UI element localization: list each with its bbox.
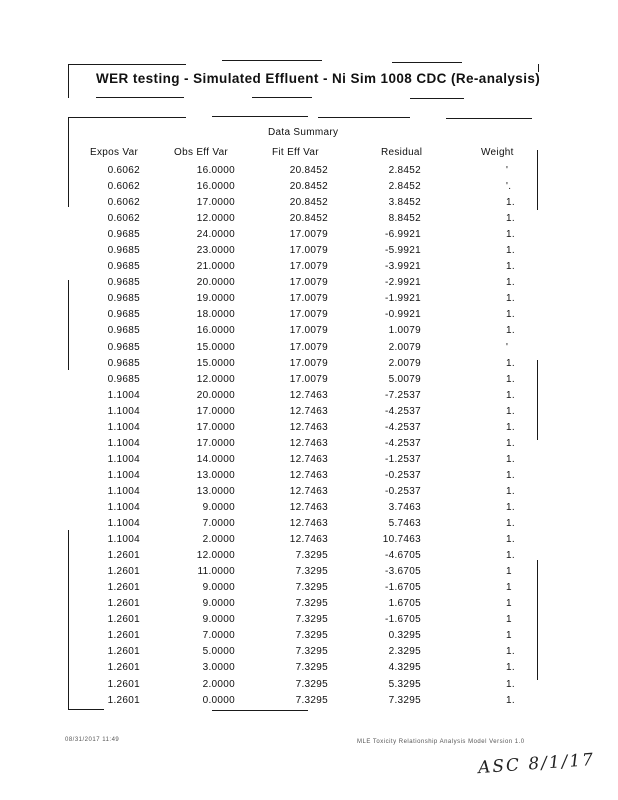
footer-timestamp: 08/31/2017 11:49 [65, 737, 120, 743]
residual-cell: 8.8452 [388, 213, 421, 225]
table-row [0, 261, 618, 277]
expos-var-cell: 1.2601 [107, 646, 140, 658]
weight-cell: 1 [506, 598, 512, 610]
column-header-obs-eff-var: Obs Eff Var [174, 147, 229, 158]
obs-eff-var-cell: 23.0000 [196, 245, 235, 257]
obs-eff-var-cell: 24.0000 [196, 229, 235, 241]
expos-var-cell: 1.2601 [107, 550, 140, 562]
residual-cell: -0.2537 [384, 485, 421, 497]
expos-var-cell: 1.2601 [107, 582, 140, 594]
obs-eff-var-cell: 12.0000 [196, 213, 235, 225]
table-row [0, 502, 618, 518]
expos-var-cell: 1.1004 [107, 437, 140, 449]
table-row [0, 181, 618, 197]
weight-cell: 1. [506, 309, 515, 321]
expos-var-cell: 1.2601 [107, 630, 140, 642]
residual-cell: -4.2537 [384, 437, 421, 449]
weight-cell: 1. [506, 389, 515, 401]
obs-eff-var-cell: 9.0000 [202, 582, 235, 594]
obs-eff-var-cell: 14.0000 [196, 453, 235, 465]
obs-eff-var-cell: 2.0000 [202, 534, 235, 546]
weight-cell: 1. [506, 197, 515, 209]
fit-eff-var-cell: 7.3295 [295, 678, 328, 690]
residual-cell: 2.8452 [388, 165, 421, 176]
expos-var-cell: 0.9685 [107, 261, 140, 273]
expos-var-cell: 0.6062 [107, 213, 140, 225]
obs-eff-var-cell: 2.0000 [202, 678, 235, 690]
obs-eff-var-cell: 7.0000 [202, 518, 235, 530]
table-top-rule-left [68, 117, 186, 118]
residual-cell: -4.6705 [384, 550, 421, 562]
table-row [0, 309, 618, 325]
obs-eff-var-cell: 5.0000 [202, 646, 235, 658]
weight-cell: 1. [506, 245, 515, 257]
residual-cell: -4.2537 [384, 405, 421, 417]
residual-cell: 3.8452 [388, 197, 421, 209]
table-row [0, 486, 618, 502]
title-top-rule-right [392, 62, 462, 63]
title-top-rule-mid [222, 60, 322, 61]
fit-eff-var-cell: 12.7463 [289, 501, 328, 513]
residual-cell: -1.6705 [384, 614, 421, 626]
obs-eff-var-cell: 16.0000 [196, 165, 235, 176]
column-header-expos-var: Expos Var [90, 147, 139, 158]
expos-var-cell: 0.9685 [107, 325, 140, 337]
page-title: WER testing - Simulated Effluent - Ni Sim 1008 CDC (Re-analysis) [96, 71, 541, 86]
fit-eff-var-cell: 17.0079 [289, 293, 328, 305]
table-row [0, 293, 618, 309]
fit-eff-var-cell: 12.7463 [289, 534, 328, 546]
obs-eff-var-cell: 12.0000 [196, 373, 235, 385]
expos-var-cell: 1.1004 [107, 501, 140, 513]
title-bottom-rule-right [410, 98, 464, 99]
obs-eff-var-cell: 20.0000 [196, 277, 235, 289]
table-row [0, 342, 618, 358]
table-row [0, 277, 618, 293]
fit-eff-var-cell: 7.3295 [295, 630, 328, 642]
weight-cell: 1. [506, 421, 515, 433]
weight-cell: 1 [506, 630, 512, 642]
title-bottom-rule-mid [252, 97, 312, 98]
obs-eff-var-cell: 17.0000 [196, 437, 235, 449]
table-row [0, 165, 618, 181]
weight-cell: 1. [506, 501, 515, 513]
table-top-rule-mid [212, 116, 308, 117]
table-row [0, 454, 618, 470]
expos-var-cell: 0.9685 [107, 277, 140, 289]
residual-cell: -3.9921 [384, 261, 421, 273]
obs-eff-var-cell: 9.0000 [202, 614, 235, 626]
fit-eff-var-cell: 20.8452 [289, 165, 328, 176]
table-row [0, 229, 618, 245]
weight-cell: 1. [506, 550, 515, 562]
residual-cell: 2.8452 [388, 181, 421, 193]
table-row [0, 646, 618, 662]
residual-cell: -3.6705 [384, 566, 421, 578]
weight-cell: 1. [506, 485, 515, 497]
weight-cell: 1. [506, 357, 515, 369]
title-top-rule-left [68, 64, 186, 65]
obs-eff-var-cell: 16.0000 [196, 325, 235, 337]
table-row [0, 197, 618, 213]
weight-cell: 1. [506, 518, 515, 530]
obs-eff-var-cell: 15.0000 [196, 357, 235, 369]
weight-cell: 1. [506, 229, 515, 241]
residual-cell: 10.7463 [382, 534, 421, 546]
residual-cell: -7.2537 [384, 389, 421, 401]
table-row [0, 566, 618, 582]
obs-eff-var-cell: 12.0000 [196, 550, 235, 562]
fit-eff-var-cell: 12.7463 [289, 389, 328, 401]
fit-eff-var-cell: 12.7463 [289, 437, 328, 449]
fit-eff-var-cell: 7.3295 [295, 598, 328, 610]
expos-var-cell: 1.1004 [107, 405, 140, 417]
weight-cell: 1 [506, 566, 512, 578]
table-row [0, 438, 618, 454]
weight-cell: 1. [506, 678, 515, 690]
expos-var-cell: 1.1004 [107, 421, 140, 433]
weight-cell: 1. [506, 646, 515, 658]
residual-cell: -0.2537 [384, 469, 421, 481]
obs-eff-var-cell: 17.0000 [196, 197, 235, 209]
obs-eff-var-cell: 9.0000 [202, 501, 235, 513]
table-row [0, 662, 618, 678]
obs-eff-var-cell: 16.0000 [196, 181, 235, 193]
fit-eff-var-cell: 12.7463 [289, 421, 328, 433]
residual-cell: 5.3295 [388, 678, 421, 690]
fit-eff-var-cell: 12.7463 [289, 469, 328, 481]
residual-cell: 2.3295 [388, 646, 421, 658]
residual-cell: -1.9921 [384, 293, 421, 305]
fit-eff-var-cell: 17.0079 [289, 245, 328, 257]
fit-eff-var-cell: 12.7463 [289, 485, 328, 497]
expos-var-cell: 1.2601 [107, 678, 140, 690]
residual-cell: 2.0079 [388, 341, 421, 353]
weight-cell: 1. [506, 325, 515, 337]
table-row [0, 598, 618, 614]
expos-var-cell: 0.6062 [107, 165, 140, 176]
obs-eff-var-cell: 11.0000 [197, 566, 235, 578]
data-summary-table [0, 165, 618, 711]
weight-cell: 1. [506, 437, 515, 449]
weight-cell: ' [506, 341, 509, 353]
fit-eff-var-cell: 20.8452 [289, 197, 328, 209]
column-header-residual: Residual [381, 147, 423, 158]
expos-var-cell: 1.1004 [107, 534, 140, 546]
obs-eff-var-cell: 15.0000 [196, 341, 235, 353]
table-row [0, 325, 618, 341]
table-row [0, 390, 618, 406]
table-row [0, 614, 618, 630]
expos-var-cell: 1.2601 [107, 662, 140, 674]
column-header-weight: Weight [481, 147, 514, 158]
residual-cell: 5.0079 [388, 373, 421, 385]
fit-eff-var-cell: 7.3295 [295, 614, 328, 626]
weight-cell: 1. [506, 534, 515, 546]
fit-eff-var-cell: 17.0079 [289, 373, 328, 385]
residual-cell: -0.9921 [384, 309, 421, 321]
residual-cell: -5.9921 [384, 245, 421, 257]
table-top-rule-right [446, 118, 532, 119]
table-row [0, 518, 618, 534]
weight-cell: 1 [506, 582, 512, 594]
obs-eff-var-cell: 17.0000 [196, 405, 235, 417]
expos-var-cell: 0.9685 [107, 245, 140, 257]
obs-eff-var-cell: 21.0000 [196, 261, 235, 273]
residual-cell: 4.3295 [388, 662, 421, 674]
obs-eff-var-cell: 9.0000 [202, 598, 235, 610]
residual-cell: 1.6705 [388, 598, 421, 610]
table-row [0, 582, 618, 598]
expos-var-cell: 1.1004 [107, 453, 140, 465]
expos-var-cell: 0.9685 [107, 373, 140, 385]
expos-var-cell: 0.9685 [107, 309, 140, 321]
expos-var-cell: 1.1004 [107, 389, 140, 401]
weight-cell: 1 [506, 614, 512, 626]
weight-cell: 1. [506, 261, 515, 273]
table-row [0, 550, 618, 566]
fit-eff-var-cell: 17.0079 [289, 229, 328, 241]
residual-cell: -4.2537 [384, 421, 421, 433]
table-row [0, 406, 618, 422]
expos-var-cell: 0.6062 [107, 197, 140, 209]
fit-eff-var-cell: 20.8452 [289, 213, 328, 225]
expos-var-cell: 1.1004 [107, 485, 140, 497]
weight-cell: 1. [506, 213, 515, 225]
expos-var-cell: 0.6062 [107, 181, 140, 193]
residual-cell: 1.0079 [388, 325, 421, 337]
fit-eff-var-cell: 12.7463 [289, 405, 328, 417]
weight-cell: 1. [506, 662, 515, 674]
table-top-rule-midright [318, 117, 410, 118]
obs-eff-var-cell: 20.0000 [196, 389, 235, 401]
column-header-fit-eff-var: Fit Eff Var [272, 147, 319, 158]
fit-eff-var-cell: 17.0079 [289, 277, 328, 289]
expos-var-cell: 1.2601 [107, 614, 140, 626]
fit-eff-var-cell: 7.3295 [295, 582, 328, 594]
weight-cell: ' [506, 165, 509, 176]
weight-cell: '. [506, 181, 512, 193]
residual-cell: 3.7463 [388, 501, 421, 513]
weight-cell: 1. [506, 373, 515, 385]
table-row [0, 213, 618, 229]
expos-var-cell: 1.1004 [107, 518, 140, 530]
fit-eff-var-cell: 17.0079 [289, 261, 328, 273]
obs-eff-var-cell: 17.0000 [196, 421, 235, 433]
table-row [0, 245, 618, 261]
weight-cell: 1. [506, 469, 515, 481]
title-bottom-rule-left [96, 97, 184, 98]
expos-var-cell: 0.9685 [107, 293, 140, 305]
fit-eff-var-cell: 7.3295 [295, 550, 328, 562]
fit-eff-var-cell: 17.0079 [289, 341, 328, 353]
expos-var-cell: 0.9685 [107, 341, 140, 353]
expos-var-cell: 1.1004 [107, 469, 140, 481]
weight-cell: 1. [506, 453, 515, 465]
weight-cell: 1. [506, 694, 515, 706]
fit-eff-var-cell: 17.0079 [289, 309, 328, 321]
obs-eff-var-cell: 18.0000 [196, 309, 235, 321]
expos-var-cell: 0.9685 [107, 357, 140, 369]
obs-eff-var-cell: 13.0000 [196, 469, 235, 481]
fit-eff-var-cell: 20.8452 [289, 181, 328, 193]
title-left-border [68, 64, 69, 98]
fit-eff-var-cell: 17.0079 [289, 325, 328, 337]
obs-eff-var-cell: 0.0000 [202, 694, 235, 706]
obs-eff-var-cell: 13.0000 [196, 485, 235, 497]
fit-eff-var-cell: 7.3295 [295, 646, 328, 658]
residual-cell: -1.6705 [384, 582, 421, 594]
table-row [0, 358, 618, 374]
residual-cell: -1.2537 [384, 453, 421, 465]
fit-eff-var-cell: 7.3295 [295, 662, 328, 674]
expos-var-cell: 1.2601 [107, 598, 140, 610]
residual-cell: 7.3295 [388, 694, 421, 706]
obs-eff-var-cell: 3.0000 [202, 662, 235, 674]
fit-eff-var-cell: 12.7463 [289, 453, 328, 465]
handwritten-signature: ASC 8/1/17 [477, 749, 596, 779]
table-row [0, 630, 618, 646]
footer-model-name: MLE Toxicity Relationship Analysis Model Version 1.0 [357, 739, 525, 745]
section-title: Data Summary [268, 127, 339, 138]
residual-cell: -2.9921 [384, 277, 421, 289]
table-row [0, 374, 618, 390]
residual-cell: 2.0079 [388, 357, 421, 369]
table-row [0, 534, 618, 550]
table-row [0, 695, 618, 711]
weight-cell: 1. [506, 277, 515, 289]
fit-eff-var-cell: 17.0079 [289, 357, 328, 369]
residual-cell: 5.7463 [388, 518, 421, 530]
weight-cell: 1. [506, 293, 515, 305]
expos-var-cell: 1.2601 [107, 566, 140, 578]
obs-eff-var-cell: 7.0000 [202, 630, 235, 642]
fit-eff-var-cell: 12.7463 [289, 518, 328, 530]
residual-cell: 0.3295 [388, 630, 421, 642]
fit-eff-var-cell: 7.3295 [295, 566, 328, 578]
fit-eff-var-cell: 7.3295 [295, 694, 328, 706]
residual-cell: -6.9921 [384, 229, 421, 241]
weight-cell: 1. [506, 405, 515, 417]
table-row [0, 470, 618, 486]
table-row [0, 679, 618, 695]
table-row [0, 422, 618, 438]
expos-var-cell: 1.2601 [107, 694, 140, 706]
obs-eff-var-cell: 19.0000 [196, 293, 235, 305]
expos-var-cell: 0.9685 [107, 229, 140, 241]
